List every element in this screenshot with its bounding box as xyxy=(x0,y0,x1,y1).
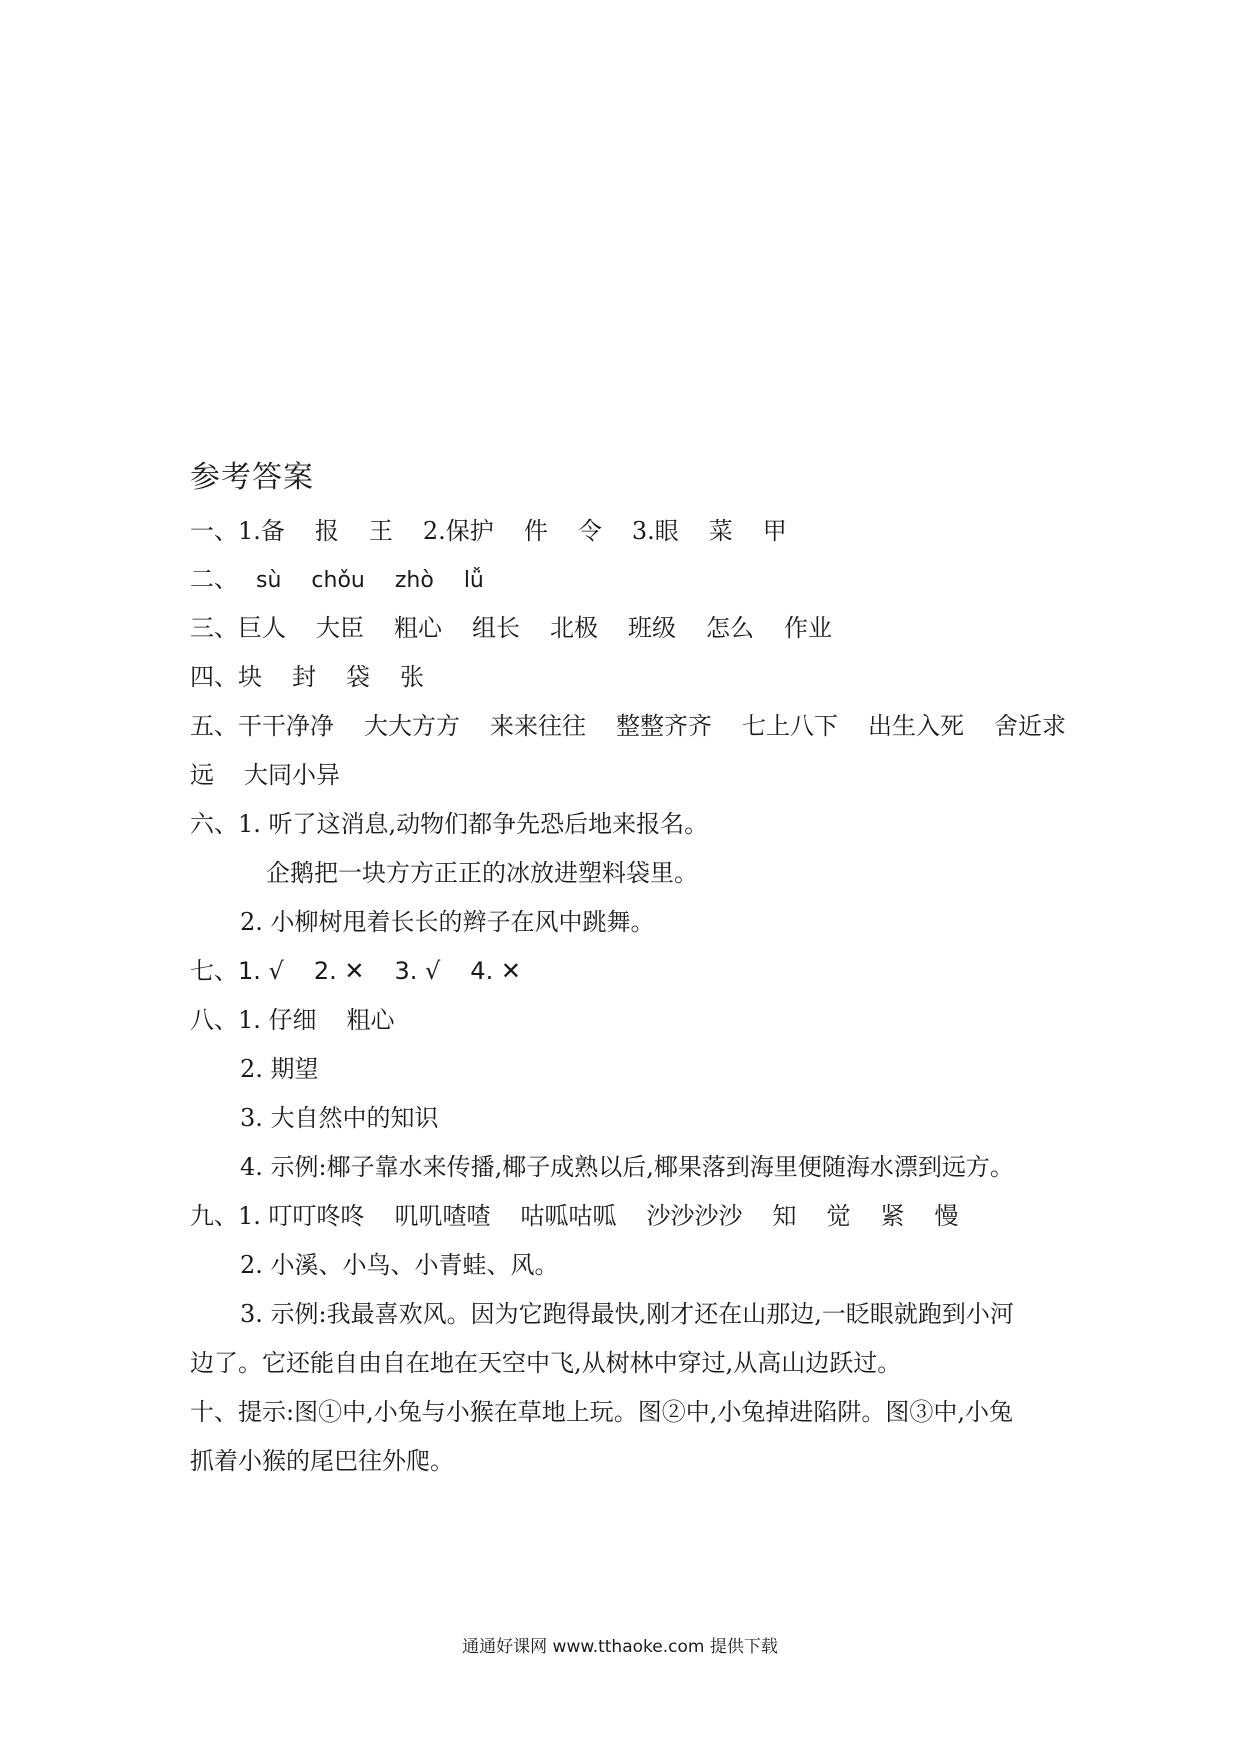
answer-section-3: 三、巨人 大臣 粗心 组长 北极 班级 怎么 作业 xyxy=(190,614,832,642)
answer-section-5-cont: 远 大同小异 xyxy=(190,761,340,789)
section-label: 三、 xyxy=(190,614,238,642)
answer-section-10-line2: 抓着小猴的尾巴往外爬。 xyxy=(190,1447,454,1475)
section-label: 九、 xyxy=(190,1202,238,1230)
section-label: 一、 xyxy=(190,517,238,545)
section-label: 五、 xyxy=(190,712,238,740)
answer-section-5: 五、干干净净 大大方方 来来往往 整整齐齐 七上八下 出生入死 舍近求 xyxy=(190,712,1066,740)
section-label: 四、 xyxy=(190,663,238,691)
answer-section-2: 二、 sù chǒu zhò lǚ xyxy=(190,565,484,593)
answer-section-8-line2: 2. 期望 xyxy=(240,1055,319,1083)
section-label: 二、 xyxy=(190,565,238,593)
answer-section-9: 九、1. 叮叮咚咚 叽叽喳喳 咕呱咕呱 沙沙沙沙 知 觉 紧 慢 xyxy=(190,1202,959,1230)
answer-section-6: 六、1. 听了这消息,动物们都争先恐后地来报名。 xyxy=(190,810,709,838)
answer-section-8: 八、1. 仔细 粗心 xyxy=(190,1006,395,1034)
answer-section-9-line2: 2. 小溪、小鸟、小青蛙、风。 xyxy=(240,1251,559,1279)
answer-section-4: 四、块 封 袋 张 xyxy=(190,663,424,691)
section-label: 八、 xyxy=(190,1006,238,1034)
answer-section-9-line3: 3. 示例:我最喜欢风。因为它跑得最快,刚才还在山那边,一眨眼就跑到小河 xyxy=(240,1300,1014,1328)
answer-section-10: 十、提示:图①中,小兔与小猴在草地上玩。图②中,小兔掉进陷阱。图③中,小兔 xyxy=(190,1398,1013,1426)
answer-section-8-line3: 3. 大自然中的知识 xyxy=(240,1104,439,1132)
answer-section-6-line2: 企鹅把一块方方正正的冰放进塑料袋里。 xyxy=(266,859,698,887)
section-label: 六、 xyxy=(190,810,238,838)
section-label: 十、 xyxy=(190,1398,238,1426)
answer-section-7: 七、1. √ 2. ✕ 3. √ 4. ✕ xyxy=(190,957,521,985)
answer-section-6-line3: 2. 小柳树甩着长长的辫子在风中跳舞。 xyxy=(240,908,655,936)
section-label: 七、 xyxy=(190,957,238,985)
answer-section-8-line4: 4. 示例:椰子靠水来传播,椰子成熟以后,椰果落到海里便随海水漂到远方。 xyxy=(240,1153,1014,1181)
answer-section-9-line4: 边了。它还能自由自在地在天空中飞,从树林中穿过,从高山边跃过。 xyxy=(190,1349,902,1377)
footer-credit: 通通好课网 www.tthaoke.com 提供下载 xyxy=(462,1637,778,1657)
answer-section-1: 一、1.备 报 王 2.保护 件 令 3.眼 菜 甲 xyxy=(190,517,787,545)
page-title: 参考答案 xyxy=(190,460,314,495)
